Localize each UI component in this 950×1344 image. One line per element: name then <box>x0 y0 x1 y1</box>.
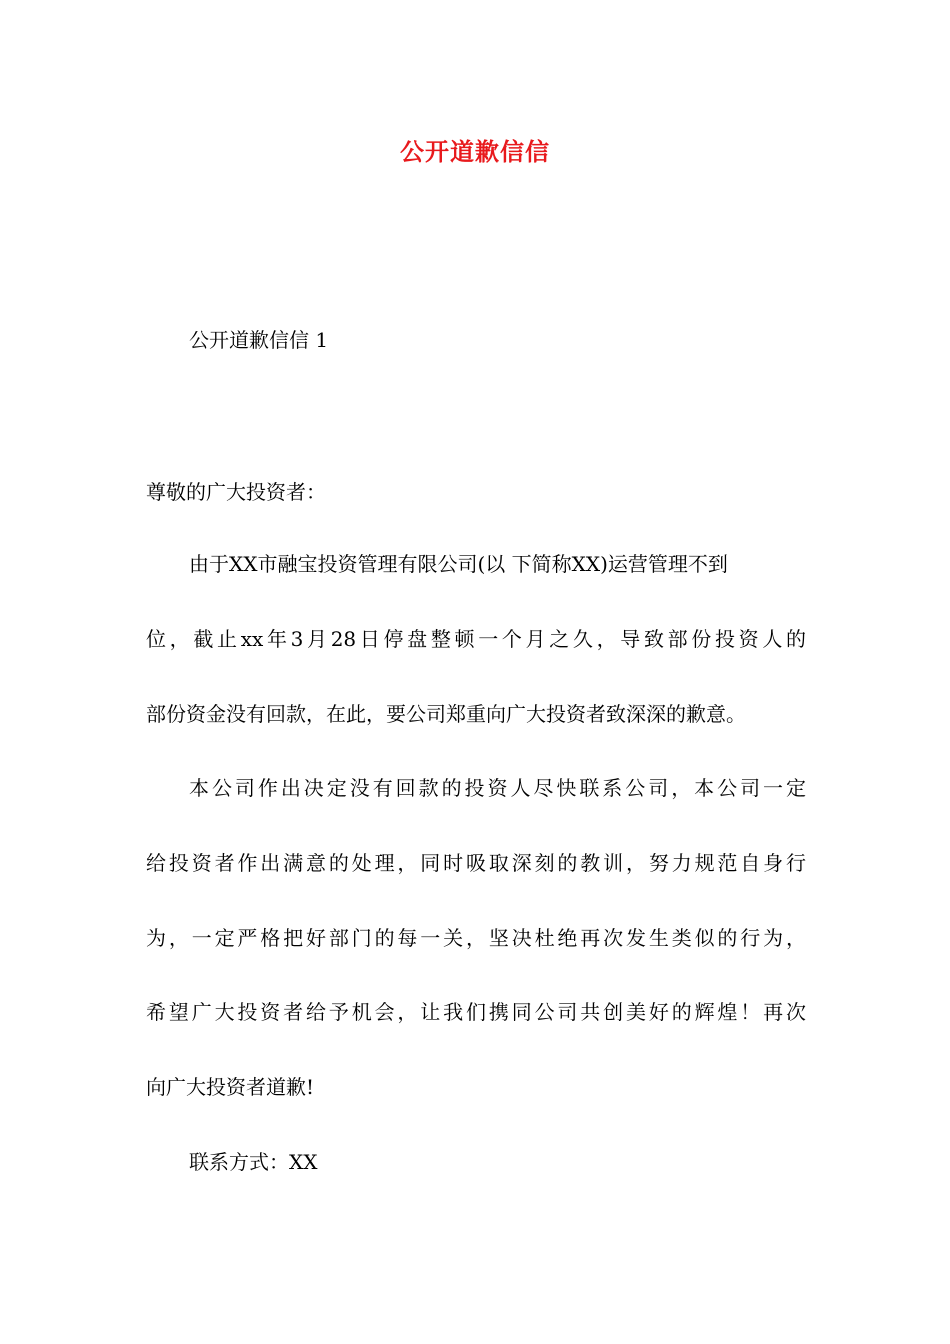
paragraph-1-line-2: 位，截止xx年3月28日停盘整顿一个月之久，导致部份投资人的 <box>146 627 806 651</box>
paragraph-2-line-3: 为，一定严格把好部门的每一关，坚决杜绝再次发生类似的行为， <box>146 926 806 950</box>
paragraph-2-line-2: 给投资者作出满意的处理，同时吸取深刻的教训，努力规范自身行 <box>146 851 806 875</box>
paragraph-2-line-5: 向广大投资者道歉! <box>146 1075 315 1099</box>
contact-line: 联系方式：XX <box>189 1150 318 1174</box>
document-title: 公开道歉信信 <box>400 137 550 166</box>
paragraph-2-line-4: 希望广大投资者给予机会，让我们携同公司共创美好的辉煌！再次 <box>146 1000 806 1024</box>
section-heading: 公开道歉信信 1 <box>189 328 329 352</box>
salutation: 尊敬的广大投资者： <box>146 480 326 504</box>
paragraph-1-line-3: 部份资金没有回款，在此，要公司郑重向广大投资者致深深的歉意。 <box>146 702 746 726</box>
paragraph-1-line-1: 由于XX市融宝投资管理有限公司(以 下简称XX)运营管理不到 <box>189 552 728 576</box>
paragraph-2-line-1: 本公司作出决定没有回款的投资人尽快联系公司，本公司一定 <box>189 776 806 800</box>
